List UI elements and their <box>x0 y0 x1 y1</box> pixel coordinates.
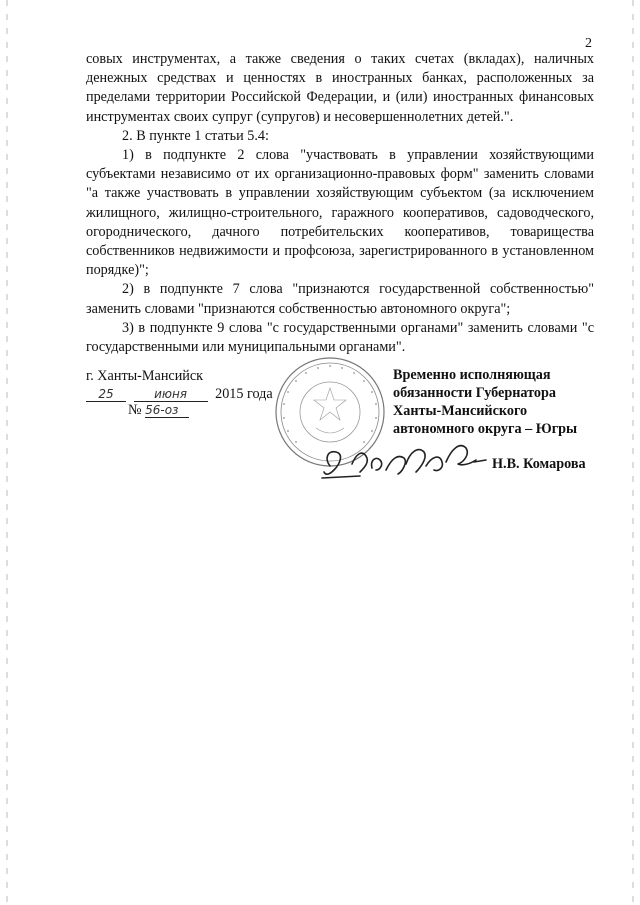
signatory-title-line: Временно исполняющая <box>393 367 551 383</box>
paragraph-item-2: 2. В пункте 1 статьи 5.4: <box>122 127 269 144</box>
paragraph-continuation: совых инструментах, а также сведения о таких счетах (вкладах), наличных денежных средствах и ценностях в иностранных банках, расположенных за пределами территории Российской Федерации, и (или) иностранных финансовых инструментах своих супруг (супругов) и несовершеннолетних детей.". <box>86 51 594 125</box>
date-month: июня <box>134 387 208 402</box>
law-number <box>128 402 189 419</box>
paragraph-subitem-2: 2) в подпункте 7 слова "признаются государственной собственностью" заменить словами "признаются собственностью автономного округа"; <box>86 281 594 317</box>
handwritten-signature <box>300 428 490 488</box>
paragraph-subitem-3: 3) в подпункте 9 слова "с государственными органами" заменить словами "с государственными или муниципальными органами". <box>86 319 594 356</box>
document-body <box>86 50 594 357</box>
scan-edge-right <box>632 0 634 905</box>
number-sign: № <box>128 402 142 418</box>
date-year: 2015 года <box>215 386 273 402</box>
signatory-title-line: автономного округа – Югры <box>393 421 578 437</box>
page-number: 2 <box>585 36 592 51</box>
scan-edge-left <box>6 0 8 905</box>
paragraph-subitem-1: 1) в подпункте 2 слова "участвовать в управлении хозяйствующими субъектами независимо от их организационно-правовых форм" заменить словами "а также участвовать в управлении хозяйствующим субъектом (за исключением жилищного, жилищно-строительного, гаражного кооперативов, садоводческого, огороднического, дачного потребительских кооперативов, товарищества собственников недвижимости и профсоюза, зарегистрированного в установленном порядке)"; <box>86 147 594 279</box>
signing-date <box>86 386 273 403</box>
city-name: г. Ханты-Мансийск <box>86 368 204 384</box>
signatory-title-line: Ханты-Мансийского <box>393 403 528 419</box>
number-value: 56-оз <box>145 403 189 418</box>
signatory-name: Н.В. Комарова <box>492 456 586 472</box>
date-day: 25 <box>86 387 126 402</box>
signatory-title-line: обязанности Губернатора <box>393 385 556 401</box>
